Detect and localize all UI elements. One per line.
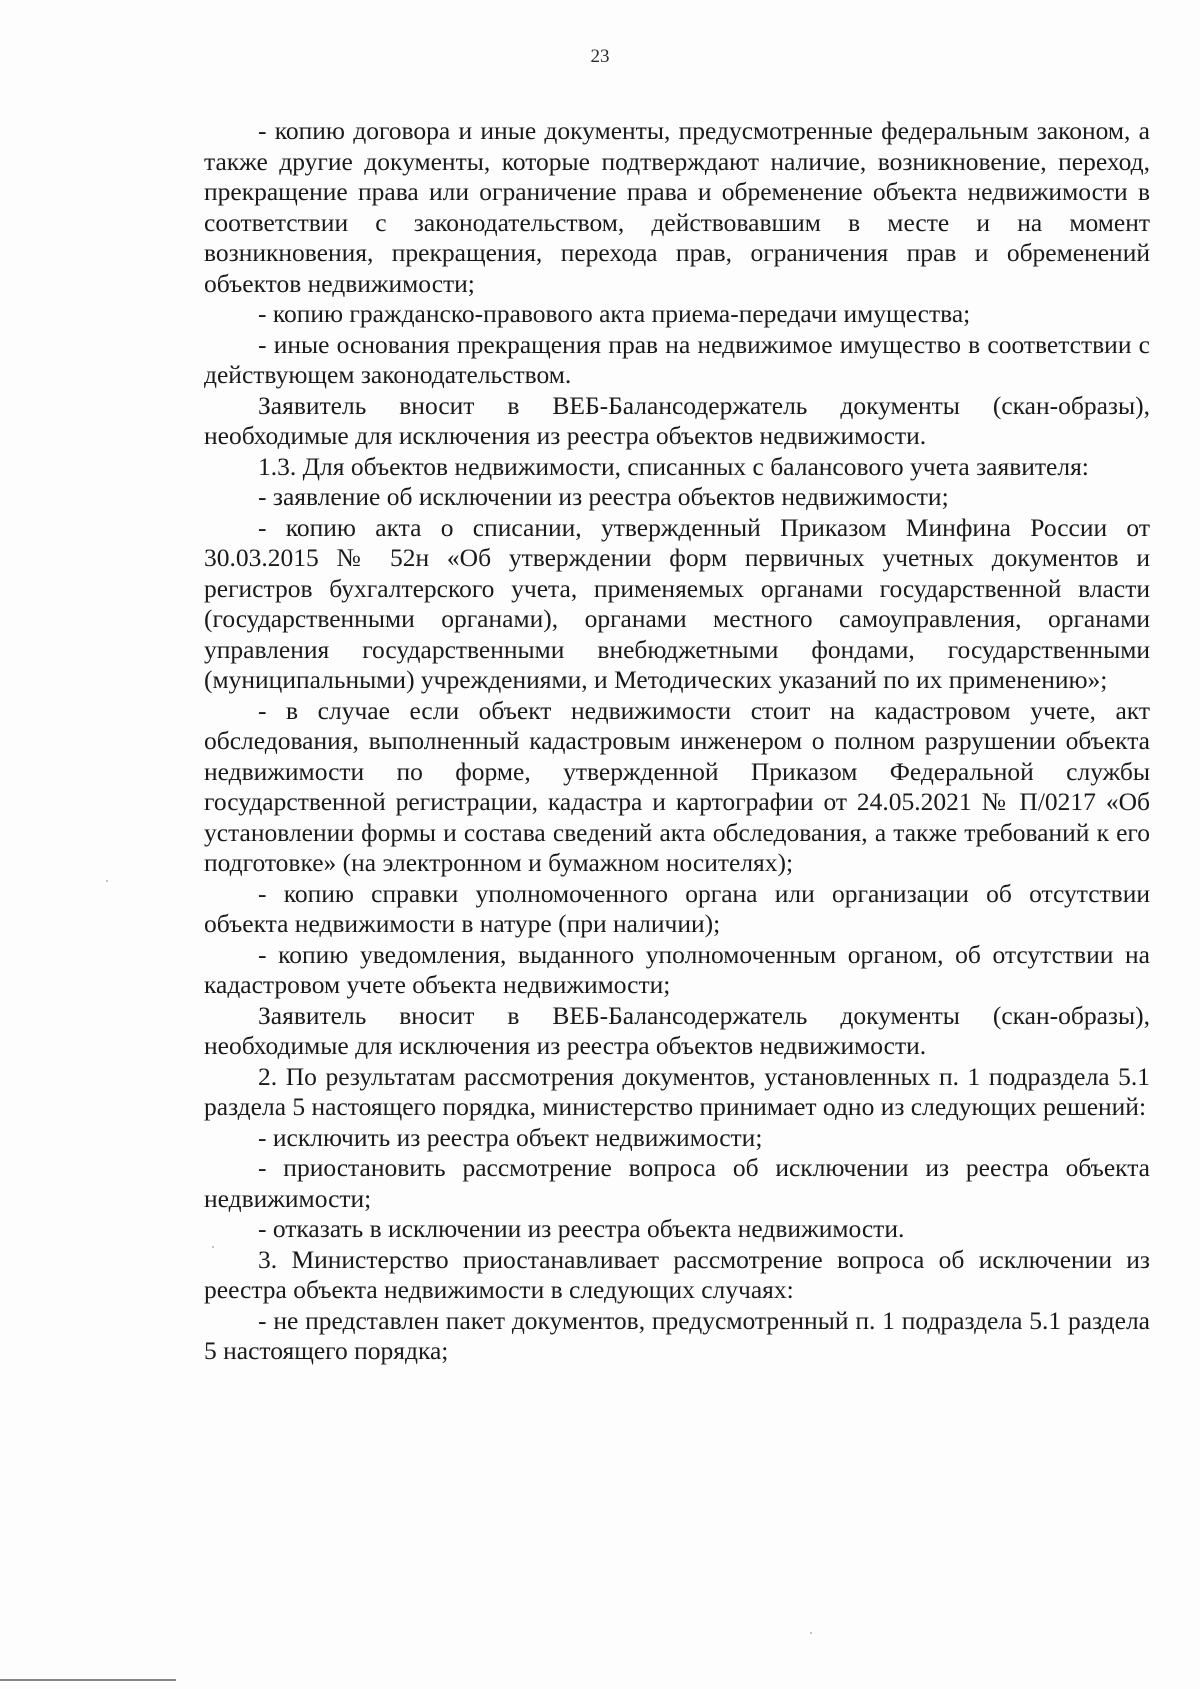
paragraph: - в случае если объект недвижимости стоит на кадастровом учете, акт обследования, выполненный кадастровым инженером о полном разрушении объекта недвижимости по форме, утвержденной Приказом Федеральной службы государственной регистрации, кадастра и картографии от 24.05.2021 № П/0217 «Об установлении формы и состава сведений акта обследования, а также требований к его подготовке» (на электронном и бумажном носителях); xyxy=(204,695,1150,877)
paragraph: - отказать в исключении из реестра объекта недвижимости. xyxy=(258,1214,905,1243)
paragraph: - копию акта о списании, утвержденный Приказом Минфина России от 30.03.2015 № 52н «Об утверждении форм первичных учетных документов и регистров бухгалтерского учета, применяемых органами государственной власти (государственными органами), органами местного самоуправления, органами управления государственными внебюджетными фондами, государственными (муниципальными) учреждениями, и Методических указаний по их применению»; xyxy=(204,512,1150,694)
scan-speck xyxy=(106,880,108,882)
paragraph: - копию договора и иные документы, предусмотренные федеральным законом, а также другие документы, которые подтверждают наличие, возникновение, переход, прекращение права или ограничение права и обременение объекта недвижимости в соответствии с законодательством, действовавшим в месте и на момент возникновения, прекращения, перехода прав, ограничения прав и обременений объектов недвижимости; xyxy=(204,116,1150,298)
page-number: 23 xyxy=(590,46,610,67)
paragraph: Заявитель вносит в ВЕБ-Балансодержатель документы (скан-образы), необходимые для исключения из реестра объектов недвижимости. xyxy=(204,390,1150,450)
paragraph: 1.3. Для объектов недвижимости, списанных с балансового учета заявителя: xyxy=(258,451,1089,481)
paragraph: - иные основания прекращения прав на недвижимое имущество в соответствии с действующем законодательством. xyxy=(204,329,1150,389)
paragraph: - исключить из реестра объект недвижимости; xyxy=(258,1122,763,1152)
paragraph: 3. Министерство приостанавливает рассмотрение вопроса об исключении из реестра объекта недвижимости в следующих случаях: xyxy=(204,1244,1150,1304)
paragraph: - копию уведомления, выданного уполномоченным органом, об отсутствии на кадастровом учете объекта недвижимости; xyxy=(204,939,1150,999)
paragraph: Заявитель вносит в ВЕБ-Балансодержатель документы (скан-образы), необходимые для исключения из реестра объектов недвижимости. xyxy=(204,1000,1150,1060)
document-body xyxy=(204,116,1150,1367)
paragraph: - копию гражданско-правового акта приема-передачи имущества; xyxy=(258,299,971,328)
paragraph: - заявление об исключении из реестра объектов недвижимости; xyxy=(258,482,949,511)
scan-speck xyxy=(212,1246,214,1248)
paragraph: - приостановить рассмотрение вопроса об исключении из реестра объекта недвижимости; xyxy=(204,1153,1150,1213)
paragraph: - не представлен пакет документов, предусмотренный п. 1 подраздела 5.1 раздела 5 настоящего порядка; xyxy=(204,1305,1150,1365)
scan-speck xyxy=(810,1632,812,1634)
paragraph: - копию справки уполномоченного органа или организации об отсутствии объекта недвижимости в натуре (при наличии); xyxy=(204,878,1150,938)
scan-edge-line xyxy=(0,1679,176,1681)
paragraph: 2. По результатам рассмотрения документов, установленных п. 1 подраздела 5.1 раздела 5 настоящего порядка, министерство принимает одно из следующих решений: xyxy=(204,1061,1150,1121)
